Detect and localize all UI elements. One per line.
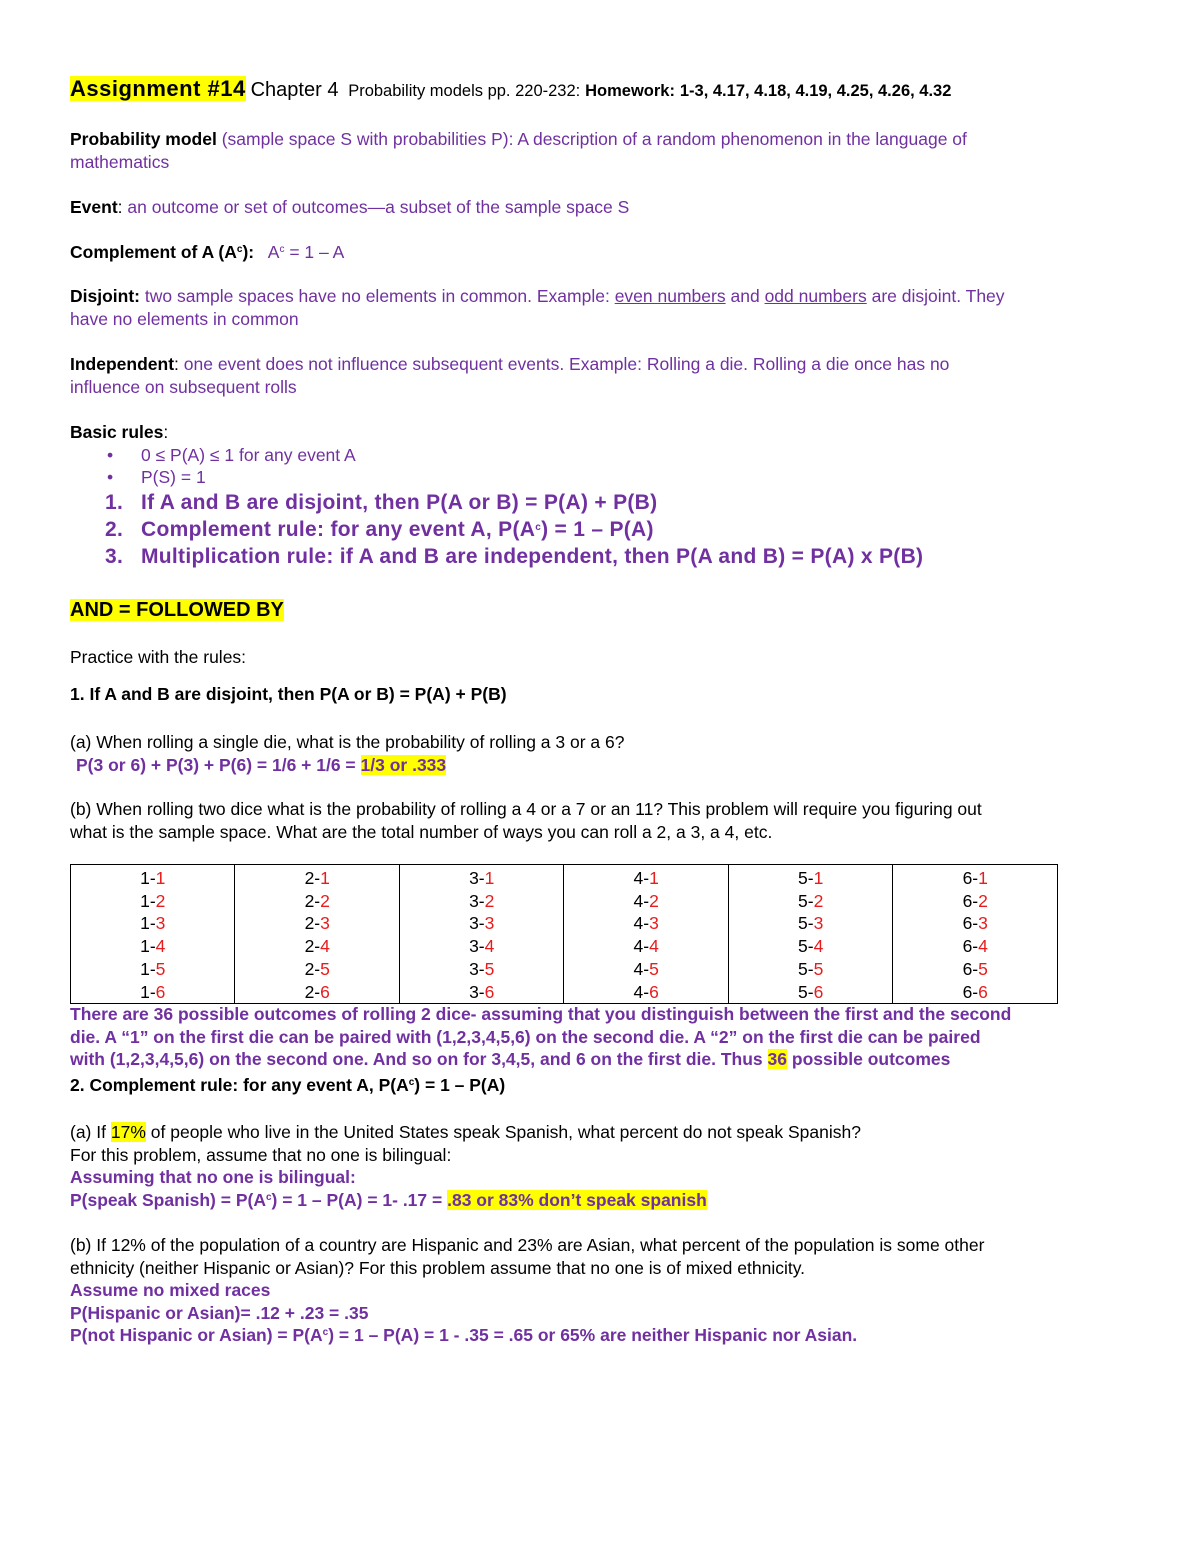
dice-outcome <box>564 958 727 981</box>
def-independent-1: one event does not influence subsequent events. Example: Rolling a die. Rolling a die once has no <box>183 354 950 374</box>
dice-outcome <box>235 981 398 1004</box>
numbered-rules <box>70 489 1130 570</box>
dice-column <box>71 865 235 1004</box>
first-die-value: 5- <box>798 890 814 911</box>
dice-outcome <box>729 912 892 935</box>
dice-outcome <box>400 890 563 913</box>
first-die-value: 6- <box>962 890 979 911</box>
answer-1b-highlight: 36 <box>767 1049 787 1069</box>
dice-outcome <box>893 958 1057 981</box>
question-1b-text-1: (b) When rolling two dice what is the probability of rolling a 4 or a 7 or an 11? This problem will require you figuring out <box>70 799 982 819</box>
answer-2a-line-1: Assuming that no one is bilingual: <box>70 1167 356 1187</box>
bullet-item <box>70 444 1130 467</box>
question-2a <box>70 1121 1130 1211</box>
answer-1a-text: P(3 or 6) + P(3) + P(6) = 1/6 + 1/6 = <box>76 754 356 775</box>
assignment-title: Assignment #14 <box>70 76 246 101</box>
first-die-value: 3- <box>469 890 485 911</box>
bullet-text: 0 ≤ P(A) ≤ 1 for any event A <box>141 444 356 465</box>
first-die-value: 2- <box>304 981 321 1002</box>
answer-2a-line-2 <box>70 1190 707 1210</box>
first-die-value: 3- <box>469 913 485 934</box>
first-die-value: 4- <box>633 958 650 979</box>
dice-outcome <box>893 890 1057 913</box>
dice-outcome <box>729 981 892 1004</box>
practice-heading-2-a: 2. Complement rule: for any event A, P(A <box>70 1075 409 1095</box>
second-die-value: 4 <box>813 936 824 957</box>
dice-outcome <box>71 867 234 890</box>
dice-outcome <box>729 890 892 913</box>
question-2a-highlight: 17% <box>110 1122 146 1142</box>
answer-2b-line-1: Assume no mixed races <box>70 1280 271 1300</box>
rule-3-text: Multiplication rule: if A and B are independent, then P(A and B) = P(A) x P(B) <box>141 544 924 568</box>
def-probability-model-2: mathematics <box>70 151 170 172</box>
question-2b <box>70 1234 1130 1347</box>
second-die-value: 3 <box>978 913 988 934</box>
definition-disjoint <box>70 285 1130 330</box>
def-disjoint-odd: odd numbers <box>764 286 867 306</box>
second-die-value: 4 <box>320 936 330 957</box>
dice-column <box>564 865 728 1004</box>
rule-2-text-a: Complement rule: for any event A, P(A <box>141 517 536 541</box>
dice-outcome <box>235 912 398 935</box>
first-die-value: 4- <box>633 936 650 957</box>
def-complement <box>268 242 345 262</box>
dice-outcome <box>893 867 1057 890</box>
second-die-value: 5 <box>813 958 824 979</box>
homework-items: 1-3, 4.17, 4.18, 4.19, 4.25, 4.26, 4.32 <box>679 82 952 100</box>
definition-probability-model <box>70 128 1130 173</box>
def-complement-b: = 1 – A <box>289 242 345 262</box>
rule-item: 2. Complement rule: for any event A, $P(A^c) = 1 - P(A)$ <box>105 517 654 541</box>
answer-2b-sup: c <box>322 1327 329 1338</box>
definition-independent: Independent: one event does not influence subsequent events. Example: Rolling a die. Rolling a die once has no influence on subsequent rolls <box>70 354 950 397</box>
answer-2b-text-a: P(not Hispanic or Asian) = P(A <box>70 1325 323 1345</box>
first-die-value: 2- <box>304 868 321 888</box>
dice-outcome <box>400 981 563 1004</box>
first-die-value: 1- <box>140 890 156 911</box>
second-die-value: 4 <box>978 936 988 957</box>
answer-1a <box>70 755 446 775</box>
assignment-header <box>70 76 1130 104</box>
dice-outcomes-table <box>70 864 1058 1004</box>
second-die-value: 5 <box>155 958 166 979</box>
second-die-value: 4 <box>649 936 659 957</box>
second-die-value: 1 <box>320 868 330 888</box>
dice-outcome <box>235 890 398 913</box>
second-die-value: 2 <box>649 890 659 911</box>
second-die-value: 3 <box>484 913 495 934</box>
def-event: an outcome or set of outcomes—a subset of the sample space S <box>127 197 630 217</box>
dice-outcome <box>564 935 727 958</box>
topic-label: Probability models pp. 220-232: <box>348 82 581 100</box>
first-die-value: 1- <box>140 936 156 957</box>
first-die-value: 2- <box>304 913 321 934</box>
question-1b <box>70 798 1130 843</box>
chapter-label: Chapter 4 <box>250 79 339 101</box>
second-die-value: 3 <box>813 913 824 934</box>
question-2b-text-2: ethnicity (neither Hispanic or Asian)? For this problem assume that no one is of mixed ethnicity. <box>70 1257 806 1278</box>
basic-rules-label: Basic rules <box>70 422 164 442</box>
second-die-value: 2 <box>320 890 330 911</box>
first-die-value: 2- <box>304 890 321 911</box>
second-die-value: 4 <box>155 936 166 957</box>
question-2a-text-2: of people who live in the United States speak Spanish, what percent do not speak Spanish? <box>150 1122 861 1142</box>
second-die-value: 3 <box>649 913 659 934</box>
second-die-value: 3 <box>155 913 166 934</box>
second-die-value: 6 <box>320 981 330 1002</box>
first-die-value: 4- <box>633 981 650 1002</box>
second-die-value: 2 <box>813 890 824 911</box>
bullet-dot-icon: • <box>107 467 114 487</box>
dice-outcome <box>893 912 1057 935</box>
second-die-value: 3 <box>320 913 330 934</box>
answer-1b-text-3: with (1,2,3,4,5,6) on the second one. And so on for 3,4,5, and 6 on the first die. Thus <box>70 1049 763 1069</box>
second-die-value: 1 <box>978 868 988 888</box>
homework-label: Homework: <box>585 82 675 100</box>
dice-outcome <box>564 867 727 890</box>
question-1b-text-2: what is the sample space. What are the total number of ways you can roll a 2, a 3, a 4, etc. <box>70 821 773 842</box>
term-disjoint: Disjoint: <box>70 286 140 306</box>
dice-column <box>235 865 399 1004</box>
def-complement-sup: c <box>279 244 285 255</box>
dice-outcome <box>893 935 1057 958</box>
dice-outcome <box>400 867 563 890</box>
def-disjoint-even: even numbers <box>614 286 726 306</box>
second-die-value: 2 <box>155 890 166 911</box>
second-die-value: 5 <box>320 958 330 979</box>
answer-1b <box>70 1003 1130 1071</box>
question-2a-text-3: For this problem, assume that no one is bilingual: <box>70 1144 452 1165</box>
answer-1b-text-1: There are 36 possible outcomes of rolling 2 dice- assuming that you distinguish between the first and the second <box>70 1004 1012 1024</box>
dice-outcome <box>893 981 1057 1004</box>
question-2b-text-1: (b) If 12% of the population of a country are Hispanic and 23% are Asian, what percent of the population is some other <box>70 1235 985 1255</box>
def-disjoint-3: have no elements in common <box>70 308 299 329</box>
dice-column <box>728 865 892 1004</box>
second-die-value: 1 <box>649 868 659 888</box>
second-die-value: 2 <box>484 890 495 911</box>
first-die-value: 6- <box>962 868 979 888</box>
first-die-value: 4- <box>633 913 650 934</box>
second-die-value: 4 <box>484 936 495 957</box>
bullet-text: P(S) = 1 <box>141 467 206 487</box>
bullet-item <box>70 466 1130 489</box>
dice-outcome <box>235 935 398 958</box>
term-probability-model: Probability model <box>70 129 217 149</box>
first-die-value: 6- <box>962 981 979 1002</box>
answer-2a-text-a: P(speak Spanish) = P(A <box>70 1189 266 1210</box>
second-die-value: 6 <box>978 981 988 1002</box>
basic-rules-bullets <box>70 444 1130 489</box>
second-die-value: 1 <box>484 868 495 888</box>
dice-outcome <box>71 958 234 981</box>
first-die-value: 5- <box>798 868 814 888</box>
term-complement <box>70 242 254 262</box>
and-followed-by-text: AND = FOLLOWED BY <box>70 599 284 621</box>
first-die-value: 5- <box>798 936 814 957</box>
answer-1b-text-2: die. A “1” on the first die can be paired with (1,2,3,4,5,6) on the second die. A “2” on the first die can be paired <box>70 1026 981 1047</box>
first-die-value: 1- <box>140 913 156 934</box>
and-followed-by <box>70 597 1130 623</box>
first-die-value: 5- <box>798 913 814 934</box>
rule-2-text-b: ) = 1 – P(A) <box>541 517 654 541</box>
practice-heading-1-text: 1. If A and B are disjoint, then P(A or B) = P(A) + P(B) <box>70 684 507 704</box>
definition-complement <box>70 241 1130 264</box>
first-die-value: 1- <box>140 981 156 1002</box>
first-die-value: 5- <box>798 981 814 1002</box>
first-die-value: 3- <box>469 958 485 979</box>
def-independent <box>70 354 949 397</box>
dice-outcome <box>564 890 727 913</box>
def-complement-a: A <box>267 242 280 262</box>
question-2a-text-1: (a) If <box>70 1122 106 1142</box>
second-die-value: 6 <box>484 981 495 1002</box>
def-disjoint-and: and <box>730 286 760 306</box>
practice-heading-1 <box>70 683 1130 706</box>
definition-event: Event: an outcome or set of outcomes—a subset of the sample space S <box>70 197 630 217</box>
def-independent-2: influence on subsequent rolls <box>70 376 297 397</box>
first-die-value: 2- <box>304 936 321 957</box>
first-die-value: 1- <box>140 958 156 979</box>
dice-outcome <box>400 958 563 981</box>
practice-heading-2 <box>70 1074 1130 1097</box>
def-disjoint-2: are disjoint. They <box>871 286 1005 306</box>
def-disjoint-1: two sample spaces have no elements in common. Example: <box>144 286 610 306</box>
first-die-value: 2- <box>304 958 321 979</box>
second-die-value: 1 <box>155 868 166 888</box>
dice-outcome <box>71 935 234 958</box>
practice-heading-2-sup: c <box>408 1077 415 1088</box>
second-die-value: 5 <box>484 958 495 979</box>
answer-2a-sup: c <box>265 1191 272 1203</box>
first-die-value: 6- <box>962 958 979 979</box>
second-die-value: 1 <box>813 868 824 888</box>
bullet-dot-icon: • <box>107 444 114 465</box>
rule-2-sup: c <box>535 521 542 533</box>
question-1a-text: (a) When rolling a single die, what is the probability of rolling a 3 or a 6? <box>70 732 625 752</box>
term-complement-sup: c <box>236 244 243 255</box>
term-event: Event <box>70 197 118 217</box>
rule-item: 3. Multiplication rule: if A and B are independent, then P(A and B) = P(A) x P(B) <box>105 544 924 568</box>
second-die-value: 5 <box>649 958 659 979</box>
second-die-value: 5 <box>978 958 988 979</box>
dice-outcome <box>71 890 234 913</box>
question-1a <box>70 731 1130 776</box>
first-die-value: 6- <box>962 913 979 934</box>
answer-2b-line-3 <box>70 1325 857 1345</box>
answer-1b-text-4: possible outcomes <box>791 1049 951 1069</box>
basic-rules: Basic rules: • 0 ≤ P(A) ≤ 1 for any event A • P(S) = 1 1. If A and B are disjoint, then P(A or B) = P(A) + P(B) 2. Complement rule: for any event A, $P(A^c) = 1 - P(A)$ 3. Multiplication rule: if A and B are independent, then P(A and B) = P(A) x P(B) <box>70 421 1130 570</box>
dice-outcome <box>564 981 727 1004</box>
dice-outcome <box>235 867 398 890</box>
def-disjoint <box>70 286 1005 329</box>
dice-column <box>399 865 563 1004</box>
answer-1a-highlight: 1/3 or .333 <box>360 754 447 775</box>
second-die-value: 6 <box>649 981 659 1002</box>
term-complement-text: Complement of A (A <box>70 242 237 262</box>
answer-2a-text-b: ) = 1 – P(A) = 1- .17 = <box>271 1189 443 1210</box>
first-die-value: 3- <box>469 868 485 888</box>
first-die-value: 1- <box>140 868 156 888</box>
first-die-value: 4- <box>633 890 650 911</box>
answer-2b-text-b: ) = 1 – P(A) = 1 - .35 = .65 or 65% are neither Hispanic nor Asian. <box>328 1325 858 1345</box>
dice-outcome <box>564 912 727 935</box>
dice-column <box>893 865 1058 1004</box>
first-die-value: 3- <box>469 936 485 957</box>
answer-2b-line-2: P(Hispanic or Asian)= .12 + .23 = .35 <box>70 1302 369 1323</box>
second-die-value: 2 <box>978 890 988 911</box>
rule-item: 1. If A and B are disjoint, then P(A or B) = P(A) + P(B) <box>105 490 658 514</box>
dice-outcome <box>71 981 234 1004</box>
term-complement-end: ): <box>242 242 255 262</box>
dice-outcome <box>729 935 892 958</box>
dice-outcome <box>729 958 892 981</box>
rule-1-text: If A and B are disjoint, then P(A or B) = P(A) + P(B) <box>141 490 658 514</box>
dice-outcome <box>71 912 234 935</box>
practice-heading-2-b: ) = 1 – P(A) <box>414 1075 506 1095</box>
dice-outcome <box>235 958 398 981</box>
def-probability-model-1: (sample space S with probabilities P): A description of a random phenomenon in the language of <box>221 129 967 149</box>
table-row <box>71 865 1058 1004</box>
term-independent: Independent <box>70 354 175 374</box>
second-die-value: 6 <box>155 981 166 1002</box>
first-die-value: 6- <box>962 936 979 957</box>
second-die-value: 6 <box>813 981 824 1002</box>
first-die-value: 3- <box>469 981 485 1002</box>
answer-2a-highlight: .83 or 83% don’t speak spanish <box>447 1189 707 1210</box>
first-die-value: 4- <box>633 868 650 888</box>
dice-outcome <box>400 912 563 935</box>
practice-intro: Practice with the rules: <box>70 647 247 667</box>
dice-outcome <box>729 867 892 890</box>
dice-outcome <box>400 935 563 958</box>
first-die-value: 5- <box>798 958 814 979</box>
